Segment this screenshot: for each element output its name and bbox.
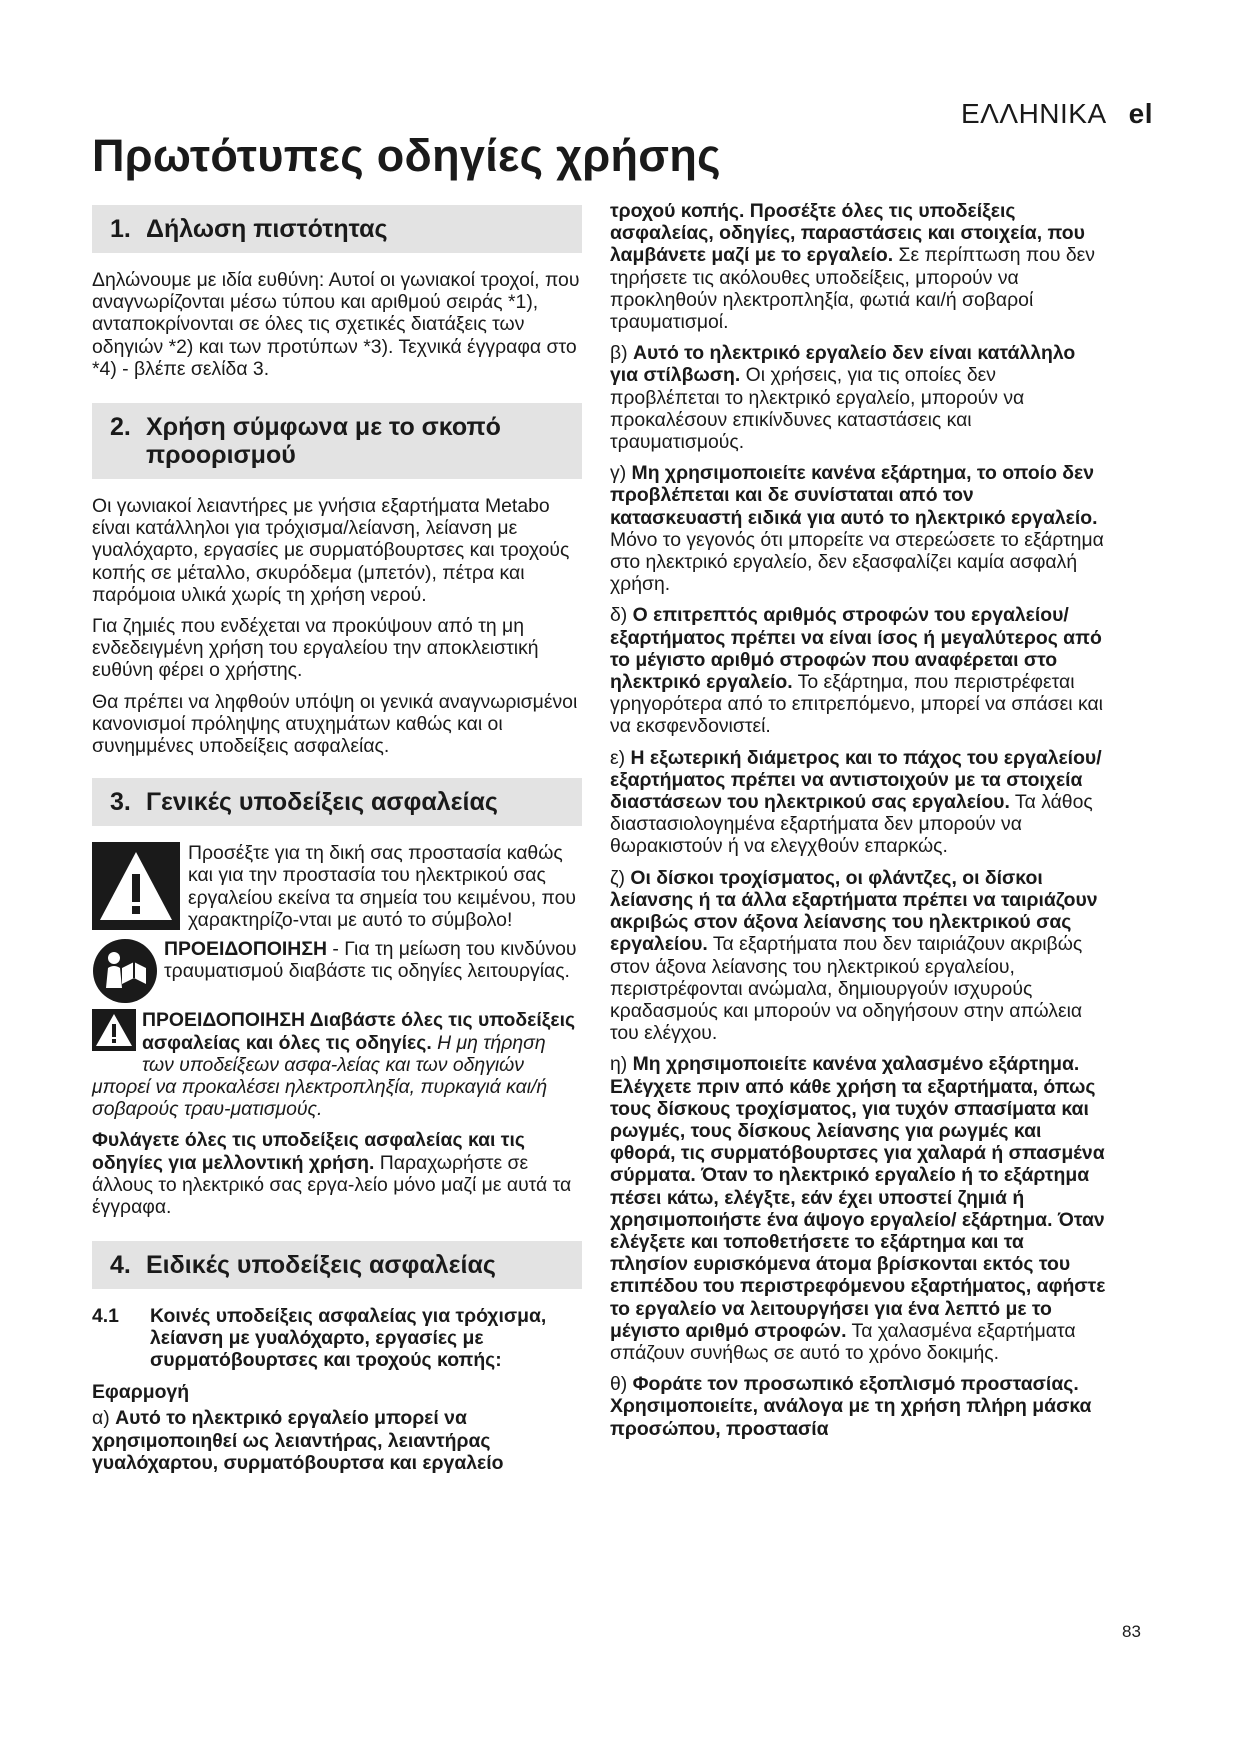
item-f: ζ) Οι δίσκοι τροχίσματος, οι φλάντζες, οι δίσκοι λείανσης ή τα άλλα εξαρτήματα πρέπει να ταιριάζουν ακριβώς στον άξονα λείανσης του ηλεκτρικού σας εργαλείου. Τα εξαρτήματα που δεν ταιριάζουν ακριβώς στον άξονα λείανσης του ηλεκτρικού εργαλείου, περιστρέφονται ανώμαλα, δημιουργούν ισχυρούς κραδασμούς και μπορούν να οδηγήσουν στην απώλεια του ελέγχου. [610,866,1098,1045]
language-label: ΕΛΛΗΝΙΚΑ [960,98,1107,129]
item-g: η) Μη χρησιμοποιείτε κανένα χαλασμένο εξάρτημα. Ελέγχετε πριν από κάθε χρήση τα εξαρτήματα, όπως τους δίσκους τροχίσματος, για τυχόν σπασίματα και ρωγμές, τους δίσκους λείανσης για ρωγμές και φθορά, τις συρματόβουρτσες για χαλαρά ή σπασμένα σύρματα. Όταν το ηλεκτρικό εργαλείο ή το εξάρτημα πέσει κάτω, ελέγξτε, εάν έχει υποστεί ζημιά ή χρησιμοποιήστε ένα άψογο εργαλείο/ εξάρτημα. Όταν ελέγξετε και τοποθετήσετε το εξάρτημα και τα πλησίον ευρισκόμενα άτομα βρίσκονται εκτός του επιπέδου του περιστρεφόμενου εξαρτήματος, αφήστε το εργαλείο να λειτουργήσει για ένα λεπτό με το μέγιστο αριθμό στροφών. Τα χαλασμένα εξαρτήματα σπάζουν συνήθως σε αυτό το χρόνο δοκιμής. [610,1053,1106,1364]
section-heading-1: 1. Δήλωση πιστότητας [92,205,582,253]
section-2-paragraph: Θα πρέπει να ληφθούν υπόψη οι γενικά αναγνωρισμένοι κανονισμοί πρόληψης ατυχημάτων καθώς και οι συνημμένες υποδείξεις ασφαλείας. [92,690,578,758]
page-number: 83 [1122,1622,1141,1641]
section-heading-3: 3. Γενικές υποδείξεις ασφαλείας [92,778,582,826]
application-label: Εφαρμογή [92,1381,190,1404]
warning-triangle-icon [92,842,180,930]
general-warning: ΠΡΟΕΙΔΟΠΟΙΗΣΗ Διαβάστε όλες τις υποδείξεις ασφαλείας και όλες τις οδηγίες. Η μη τήρηση των υποδείξεων ασφα-λείας και των οδηγιών μπορεί να προκαλέσει ηλεκτροπληξία, πυρκαγιά και/ή σοβαρούς τραυ-ματισμούς. [92,1009,576,1121]
read-manual-icon [92,938,158,1009]
small-warning-triangle-icon [92,1009,136,1056]
language-header [961,98,1153,130]
section-2-paragraph: Οι γωνιακοί λειαντήρες με γνήσια εξαρτήματα Metabo είναι κατάλληλοι για τρόχισμα/λείανση, λείανση με γυαλόχαρτο, εργασίες με συρματόβουρτσες και τροχούς κοπής σε μέταλλο, σκυρόδεμα (μπετόν), πέτρα και παρόμοια υλικά χωρίς τη χρήση νερού. [92,495,570,606]
subsection-heading-4-1: 4.1 Κοινές υποδείξεις ασφαλείας για τρόχισμα, λείανση με γυαλόχαρτο, εργασίες με συρματόβουρτσες και τροχούς κοπής: [92,1305,547,1372]
item-d: δ) Ο επιτρεπτός αριθμός στροφών του εργαλείου/εξαρτήματος πρέπει να είναι ίσος ή μεγαλύτερος από το μέγιστο αριθμό στροφών που αναφέρεται στο ηλεκτρικό εργαλείο. Το εξάρτημα, που περιστρέφεται γρηγορότερα από το επιτρεπόμενο, μπορεί να σπάσει και να εκσφενδονιστεί. [610,604,1103,738]
language-code: el [1128,98,1153,129]
section-2-paragraph: Για ζημιές που ενδέχεται να προκύψουν από τη μη ενδεδειγμένη χρήση του εργαλείου την αποκλειστική ευθύνη φέρει ο χρήστης. [92,615,539,682]
warning-text: Προσέξτε για τη δική σας προστασία καθώς και για την προστασία του ηλεκτρικού σας εργαλείου εκείνα τα σημεία του κειμένου, που χαρακτηρίζο-νται με αυτό το σύμβολο! [188,842,577,931]
left-column [92,205,582,1483]
item-c: γ) Μη χρησιμοποιείτε κανένα εξάρτημα, το οποίο δεν προβλέπεται και δε συνίσταται από τον κατασκευαστή ειδικά για αυτό το ηλεκτρικό εργαλείο. Μόνο το γεγονός ότι μπορείτε να στερεώσετε το εξάρτημα στο ηλεκτρικό εργαλείο, δεν εξασφαλίζει καμία ασφαλή χρήση. [610,462,1104,596]
section-heading-2: 2. Χρήση σύμφωνα με το σκοπό προορισμού [92,403,582,479]
item-e: ε) Η εξωτερική διάμετρος και το πάχος του εργαλείου/εξαρτήματος πρέπει να αντιστοιχούν με τα στοιχεία διαστάσεων του ηλεκτρικού σας εργαλείου. Τα λάθος διαστασιολογημένα εξαρτήματα δεν μπορούν να θωρακιστούν ή να ελεγχθούν επαρκώς. [610,746,1102,858]
item-a-continued: τροχού κοπής. Προσέξτε όλες τις υποδείξεις ασφαλείας, οδηγίες, παραστάσεις και στοιχεία, που λαμβάνετε μαζί με το εργαλείο. Σε περίπτωση που δεν τηρήσετε τις ακόλουθες υποδείξεις, μπορούν να προκληθούν ηλεκτροπληξία, φωτιά και/ή σοβαροί τραυματισμοί. [610,200,1095,334]
read-manual-notice: ΠΡΟΕΙΔΟΠΟΙΗΣΗ - Για τη μείωση του κινδύνου τραυματισμού διαβάστε τις οδηγίες λειτουργίας. [92,938,582,982]
item-a: α) Αυτό το ηλεκτρικό εργαλείο μπορεί να χρησιμοποιηθεί ως λειαντήρας, λειαντήρας γυαλόχαρτου, συρματόβουρτσα και εργαλείο [92,1407,504,1474]
section-heading-4: 4. Ειδικές υποδείξεις ασφαλείας [92,1241,582,1289]
keep-instructions: Φυλάγετε όλες τις υποδείξεις ασφαλείας και τις οδηγίες για μελλοντική χρήση. Παραχωρήστε σε άλλους το ηλεκτρικό σας εργα-λείο μόνο μαζί με αυτά τα έγγραφα. [92,1129,572,1219]
item-b: β) Αυτό το ηλεκτρικό εργαλείο δεν είναι κατάλληλο για στίλβωση. Οι χρήσεις, για τις οποίες δεν προβλέπεται το ηλεκτρικό εργαλείο, μπορούν να προκαλέσουν επικίνδυνες καταστάσεις και τραυματισμούς. [610,342,1076,454]
right-column [610,200,1106,1449]
item-h: θ) Φοράτε τον προσωπικό εξοπλισμό προστασίας. Χρησιμοποιείτε, ανάλογα με τη χρήση πλήρη μάσκα προσώπου, προστασία [610,1373,1092,1440]
warning-notice [92,842,582,934]
page-title: Πρωτότυπες οδηγίες χρήσης [92,130,721,181]
section-1-text: Δηλώνουμε με ιδία ευθύνη: Αυτοί οι γωνιακοί τροχοί, που αναγνωρίζονται μέσω τύπου και αριθμού σειράς *1), ανταποκρίνονται σε όλες τις σχετικές διατάξεις των οδηγιών *2) και των προτύπων *3). Τεχνικά έγγραφα στο *4) - βλέπε σελίδα 3. [92,269,580,380]
